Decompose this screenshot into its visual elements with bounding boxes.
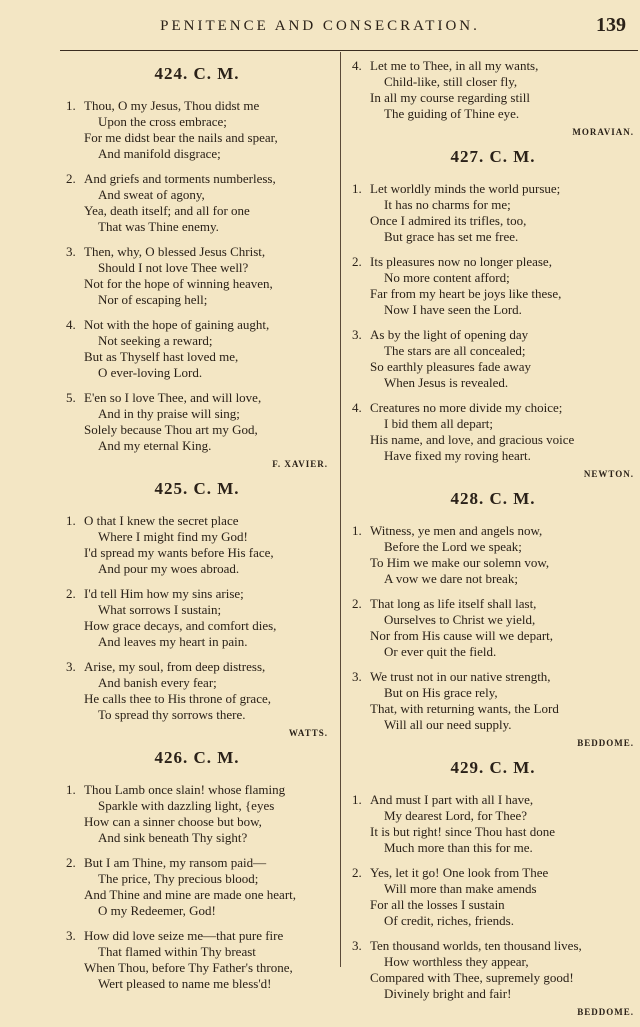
- verse-line: [352, 302, 634, 318]
- verse-line: [352, 448, 634, 464]
- verse-text: And my eternal King.: [98, 438, 212, 453]
- verse-line: [352, 628, 634, 644]
- verse-line: [66, 317, 328, 333]
- verse-text: That, with returning wants, the Lord: [370, 701, 559, 716]
- verse-line: [66, 659, 328, 675]
- verse-line: [352, 612, 634, 628]
- verse-text: Let me to Thee, in all my wants,: [370, 58, 539, 73]
- verse-line: [352, 254, 634, 270]
- verse-text: A vow we dare not break;: [384, 571, 518, 586]
- verse-line: [66, 333, 328, 349]
- verse-text: When Jesus is revealed.: [384, 375, 509, 390]
- verse-line: [352, 644, 634, 660]
- author-credit: WATTS.: [288, 728, 328, 738]
- verse-text: When Thou, before Thy Father's throne,: [84, 960, 293, 975]
- verse-line: [66, 618, 328, 634]
- verse-line: [352, 181, 634, 197]
- verse-line: [352, 571, 634, 587]
- verse-line: [352, 555, 634, 571]
- stanza: [66, 171, 328, 235]
- stanza: [66, 98, 328, 162]
- verse-text: Yes, let it go! One look from Thee: [370, 865, 549, 880]
- verse-text: So earthly pleasures fade away: [370, 359, 531, 374]
- verse-line: [66, 219, 328, 235]
- verse-text: My dearest Lord, for Thee?: [384, 808, 528, 823]
- verse-line: [66, 244, 328, 260]
- verse-line: [66, 814, 328, 830]
- hymn-title: 428. C. M.: [450, 489, 536, 508]
- verse-line: [352, 106, 634, 122]
- verse-line: [66, 187, 328, 203]
- verse-text: And leaves my heart in pain.: [98, 634, 248, 649]
- verse-text: He calls thee to His throne of grace,: [84, 691, 271, 706]
- verse-text: What sorrows I sustain;: [98, 602, 222, 617]
- verse-text: That long as life itself shall last,: [370, 596, 537, 611]
- verse-line: [66, 960, 328, 976]
- stanza: [352, 596, 634, 660]
- header-rule: [60, 50, 638, 51]
- right-column: [352, 58, 634, 1027]
- verse-text: O my Redeemer, God!: [98, 903, 216, 918]
- stanza: [66, 928, 328, 992]
- hymn: [352, 58, 634, 137]
- verse-text: But grace has set me free.: [384, 229, 519, 244]
- stanza: [352, 400, 634, 464]
- verse-line: [66, 349, 328, 365]
- verse-line: [66, 390, 328, 406]
- verse-text: But I am Thine, my ransom paid—: [84, 855, 267, 870]
- verse-text: No more content afford;: [384, 270, 510, 285]
- verse-line: [66, 944, 328, 960]
- column-divider: [340, 52, 341, 967]
- author-credit: NEWTON.: [583, 469, 634, 479]
- verse-line: [352, 229, 634, 245]
- verse-text: How worthless they appear,: [384, 954, 529, 969]
- verse-line: [352, 359, 634, 375]
- verse-text: Now I have seen the Lord.: [384, 302, 522, 317]
- stanza-number: 3.: [66, 928, 76, 943]
- verse-line: [352, 897, 634, 913]
- verse-line: [66, 976, 328, 992]
- verse-text: Will all our need supply.: [384, 717, 512, 732]
- verse-text: For me didst bear the nails and spear,: [84, 130, 278, 145]
- stanza-number: 2.: [352, 865, 362, 880]
- verse-text: Nor of escaping hell;: [98, 292, 208, 307]
- verse-text: His name, and love, and gracious voice: [370, 432, 575, 447]
- stanza-number: 4.: [352, 58, 362, 73]
- verse-text: Ourselves to Christ we yield,: [384, 612, 536, 627]
- verse-line: [352, 685, 634, 701]
- verse-text: Will more than make amends: [384, 881, 537, 896]
- verse-text: Creatures no more divide my choice;: [370, 400, 563, 415]
- verse-text: I'd spread my wants before His face,: [84, 545, 274, 560]
- stanza: [66, 855, 328, 919]
- verse-text: Witness, ye men and angels now,: [370, 523, 543, 538]
- stanza: [66, 244, 328, 308]
- verse-line: [352, 881, 634, 897]
- verse-text: Upon the cross embrace;: [98, 114, 227, 129]
- verse-line: [66, 203, 328, 219]
- verse-line: [66, 422, 328, 438]
- verse-text: I bid them all depart;: [384, 416, 494, 431]
- verse-text: That flamed within Thy breast: [98, 944, 256, 959]
- verse-line: [352, 717, 634, 733]
- verse-text: The price, Thy precious blood;: [98, 871, 259, 886]
- stanza-number: 1.: [352, 523, 362, 538]
- stanza-number: 2.: [66, 171, 76, 186]
- stanza-number: 1.: [66, 782, 76, 797]
- verse-line: [352, 792, 634, 808]
- stanza-number: 4.: [352, 400, 362, 415]
- verse-text: Thou Lamb once slain! whose flaming: [84, 782, 286, 797]
- verse-line: [352, 954, 634, 970]
- verse-line: [352, 74, 634, 90]
- left-column: [66, 58, 328, 1001]
- verse-line: [352, 865, 634, 881]
- verse-line: [66, 855, 328, 871]
- stanza: [66, 513, 328, 577]
- stanza: [352, 58, 634, 122]
- verse-text: To Him we make our solemn vow,: [370, 555, 550, 570]
- stanza-number: 2.: [66, 586, 76, 601]
- verse-line: [66, 903, 328, 919]
- verse-text: And griefs and torments numberless,: [84, 171, 276, 186]
- running-title: PENITENCE AND CONSECRATION.: [160, 18, 480, 34]
- stanza-number: 1.: [66, 98, 76, 113]
- verse-text: How did love seize me—that pure fire: [84, 928, 284, 943]
- verse-text: Then, why, O blessed Jesus Christ,: [84, 244, 266, 259]
- verse-text: Ten thousand worlds, ten thousand lives,: [370, 938, 582, 953]
- verse-text: How can a sinner choose but bow,: [84, 814, 262, 829]
- stanza-number: 1.: [352, 792, 362, 807]
- stanza-number: 2.: [352, 254, 362, 269]
- verse-line: [352, 343, 634, 359]
- verse-text: The guiding of Thine eye.: [384, 106, 520, 121]
- verse-line: [66, 146, 328, 162]
- verse-text: Much more than this for me.: [384, 840, 533, 855]
- verse-text: But on His grace rely,: [384, 685, 498, 700]
- verse-text: O ever-loving Lord.: [98, 365, 203, 380]
- stanza: [352, 792, 634, 856]
- verse-line: [66, 586, 328, 602]
- verse-line: [66, 529, 328, 545]
- verse-text: For all the losses I sustain: [370, 897, 505, 912]
- stanza-number: 2.: [66, 855, 76, 870]
- verse-text: But as Thyself hast loved me,: [84, 349, 239, 364]
- stanza-number: 1.: [352, 181, 362, 196]
- hymn: [66, 748, 328, 992]
- verse-line: [352, 701, 634, 717]
- stanza-number: 3.: [352, 669, 362, 684]
- stanza-number: 2.: [352, 596, 362, 611]
- verse-line: [352, 90, 634, 106]
- hymn: [66, 64, 328, 469]
- verse-text: How grace decays, and comfort dies,: [84, 618, 277, 633]
- stanza: [352, 327, 634, 391]
- verse-line: [352, 970, 634, 986]
- stanza: [66, 659, 328, 723]
- verse-line: [352, 327, 634, 343]
- verse-line: [352, 824, 634, 840]
- verse-line: [66, 707, 328, 723]
- verse-line: [352, 213, 634, 229]
- hymn: [352, 147, 634, 479]
- stanza: [352, 181, 634, 245]
- hymn-title: 425. C. M.: [154, 479, 240, 498]
- verse-text: Where I might find my God!: [98, 529, 248, 544]
- verse-line: [352, 808, 634, 824]
- verse-text: And pour my woes abroad.: [98, 561, 240, 576]
- hymn-title: 426. C. M.: [154, 748, 240, 767]
- stanza-number: 3.: [352, 938, 362, 953]
- verse-line: [352, 938, 634, 954]
- verse-line: [66, 276, 328, 292]
- verse-text: Thou, O my Jesus, Thou didst me: [84, 98, 260, 113]
- author-credit: F. XAVIER.: [272, 459, 328, 469]
- verse-text: Before the Lord we speak;: [384, 539, 522, 554]
- verse-text: In all my course regarding still: [370, 90, 530, 105]
- verse-line: [66, 928, 328, 944]
- stanza: [66, 782, 328, 846]
- verse-line: [352, 986, 634, 1002]
- verse-text: Its pleasures now no longer please,: [370, 254, 552, 269]
- verse-text: Not for the hope of winning heaven,: [84, 276, 273, 291]
- verse-line: [352, 286, 634, 302]
- author-credit: BEDDOME.: [577, 738, 634, 748]
- verse-line: [66, 98, 328, 114]
- hymn-title: 427. C. M.: [450, 147, 536, 166]
- verse-line: [352, 400, 634, 416]
- verse-text: And banish every fear;: [98, 675, 217, 690]
- verse-text: And sink beneath Thy sight?: [98, 830, 248, 845]
- hymn: [352, 489, 634, 748]
- verse-text: Wert pleased to name me bless'd!: [98, 976, 272, 991]
- verse-line: [66, 691, 328, 707]
- verse-line: [66, 798, 328, 814]
- verse-line: [66, 292, 328, 308]
- page-header: [0, 14, 640, 44]
- hymn: [66, 479, 328, 738]
- verse-text: Sparkle with dazzling light, {eyes: [98, 798, 275, 813]
- verse-line: [66, 871, 328, 887]
- hymn-title: 424. C. M.: [154, 64, 240, 83]
- verse-line: [66, 438, 328, 454]
- author-credit: BEDDOME.: [577, 1007, 634, 1017]
- verse-line: [352, 197, 634, 213]
- verse-text: Solely because Thou art my God,: [84, 422, 258, 437]
- verse-text: Nor from His cause will we depart,: [370, 628, 554, 643]
- verse-line: [66, 406, 328, 422]
- verse-line: [66, 634, 328, 650]
- verse-line: [352, 58, 634, 74]
- verse-text: Have fixed my roving heart.: [384, 448, 531, 463]
- stanza: [352, 254, 634, 318]
- stanza: [352, 865, 634, 929]
- verse-text: O that I knew the secret place: [84, 513, 239, 528]
- verse-line: [352, 596, 634, 612]
- verse-line: [66, 171, 328, 187]
- stanza-number: 3.: [66, 659, 76, 674]
- stanza: [66, 390, 328, 454]
- verse-line: [66, 782, 328, 798]
- verse-text: The stars are all concealed;: [384, 343, 526, 358]
- verse-text: Compared with Thee, supremely good!: [370, 970, 574, 985]
- verse-line: [66, 130, 328, 146]
- verse-line: [66, 602, 328, 618]
- verse-line: [352, 270, 634, 286]
- stanza: [352, 523, 634, 587]
- verse-text: Not seeking a reward;: [98, 333, 213, 348]
- stanza-number: 5.: [66, 390, 76, 405]
- verse-line: [352, 669, 634, 685]
- verse-line: [352, 416, 634, 432]
- verse-text: That was Thine enemy.: [98, 219, 219, 234]
- verse-text: And must I part with all I have,: [370, 792, 534, 807]
- verse-text: Of credit, riches, friends.: [384, 913, 514, 928]
- verse-text: As by the light of opening day: [370, 327, 529, 342]
- stanza-number: 4.: [66, 317, 76, 332]
- verse-text: And Thine and mine are made one heart,: [84, 887, 297, 902]
- verse-line: [66, 513, 328, 529]
- verse-line: [66, 887, 328, 903]
- verse-text: Arise, my soul, from deep distress,: [84, 659, 266, 674]
- verse-text: To spread thy sorrows there.: [98, 707, 246, 722]
- verse-text: And in thy praise will sing;: [98, 406, 240, 421]
- verse-text: Should I not love Thee well?: [98, 260, 249, 275]
- verse-line: [352, 375, 634, 391]
- verse-text: And sweat of agony,: [98, 187, 205, 202]
- verse-text: Once I admired its trifles, too,: [370, 213, 527, 228]
- verse-line: [352, 539, 634, 555]
- page-number: 139: [596, 14, 626, 36]
- verse-text: Let worldly minds the world pursue;: [370, 181, 561, 196]
- verse-line: [66, 365, 328, 381]
- verse-line: [66, 114, 328, 130]
- verse-text: It has no charms for me;: [384, 197, 511, 212]
- verse-line: [66, 561, 328, 577]
- verse-line: [66, 260, 328, 276]
- verse-line: [66, 545, 328, 561]
- verse-text: And manifold disgrace;: [98, 146, 221, 161]
- verse-line: [352, 840, 634, 856]
- stanza: [66, 317, 328, 381]
- verse-text: Child-like, still closer fly,: [384, 74, 518, 89]
- verse-text: Not with the hope of gaining aught,: [84, 317, 270, 332]
- verse-text: It is but right! since Thou hast done: [370, 824, 555, 839]
- stanza-number: 3.: [352, 327, 362, 342]
- verse-line: [352, 523, 634, 539]
- verse-line: [352, 913, 634, 929]
- verse-text: Far from my heart be joys like these,: [370, 286, 562, 301]
- stanza: [352, 938, 634, 1002]
- verse-line: [66, 830, 328, 846]
- verse-text: E'en so I love Thee, and will love,: [84, 390, 262, 405]
- verse-text: Divinely bright and fair!: [384, 986, 512, 1001]
- stanza: [66, 586, 328, 650]
- stanza: [352, 669, 634, 733]
- verse-text: Or ever quit the field.: [384, 644, 497, 659]
- verse-text: We trust not in our native strength,: [370, 669, 551, 684]
- hymn-title: 429. C. M.: [450, 758, 536, 777]
- verse-line: [66, 675, 328, 691]
- stanza-number: 1.: [66, 513, 76, 528]
- stanza-number: 3.: [66, 244, 76, 259]
- verse-text: Yea, death itself; and all for one: [84, 203, 250, 218]
- hymn: [352, 758, 634, 1017]
- author-credit: MORAVIAN.: [572, 127, 634, 137]
- verse-text: I'd tell Him how my sins arise;: [84, 586, 244, 601]
- verse-line: [352, 432, 634, 448]
